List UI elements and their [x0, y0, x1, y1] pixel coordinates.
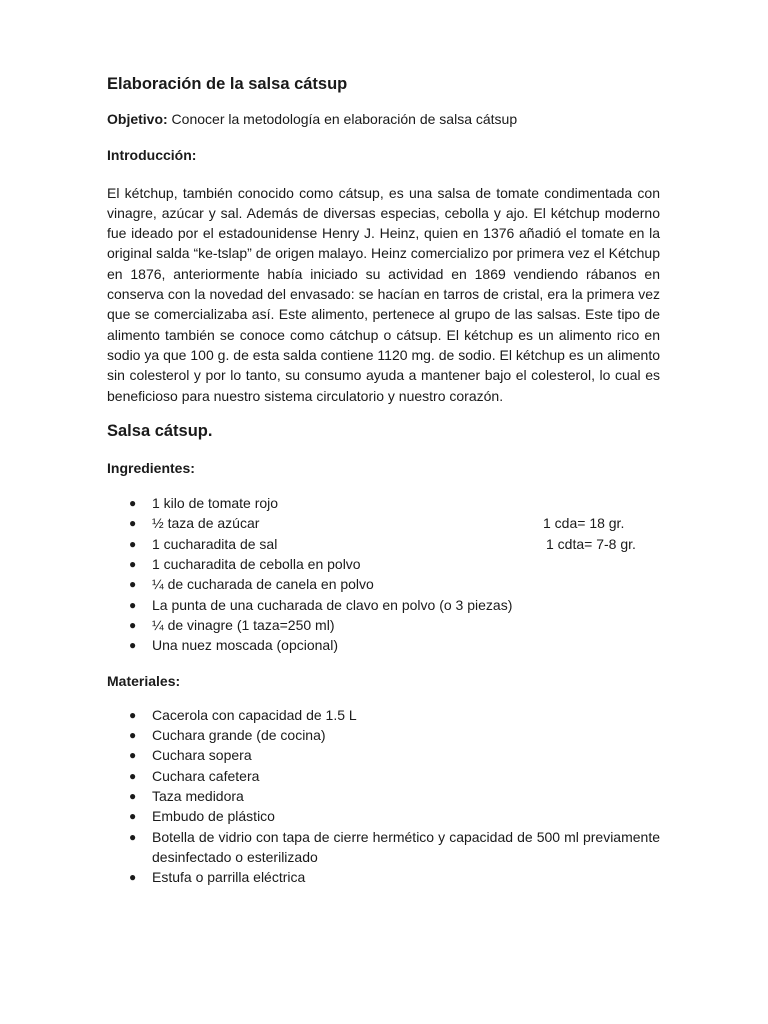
list-item: [107, 867, 660, 887]
bullet-icon: ●: [129, 557, 137, 572]
list-item: [107, 745, 660, 765]
bullet-icon: ●: [129, 870, 137, 885]
document-title: Elaboración de la salsa cátsup: [107, 75, 348, 93]
objective-text: Conocer la metodología en elaboración de salsa cátsup: [167, 111, 518, 127]
ingredient-text: 1 cucharadita de sal: [152, 535, 278, 552]
bullet-icon: ●: [129, 789, 137, 804]
material-text: Embudo de plástico: [152, 808, 275, 825]
bullet-icon: ●: [129, 728, 137, 743]
recipe-title: Salsa cátsup.: [107, 421, 213, 440]
list-item: [107, 705, 660, 725]
material-text: Taza medidora: [152, 788, 244, 805]
bullet-icon: ●: [129, 829, 137, 844]
ingredient-text: 1 kilo de tomate rojo: [152, 495, 279, 512]
bullet-icon: ●: [129, 597, 137, 612]
material-text: Botella de vidrio con tapa de cierre hermético y capacidad de 500 ml previamente desinfectado o esterilizado: [152, 828, 660, 865]
document-content: [107, 73, 660, 888]
ingredient-note: 1 cdta= 7-8 gr.: [546, 535, 636, 552]
materials-heading: Materiales:: [107, 672, 181, 689]
ingredient-text: Una nuez moscada (opcional): [152, 637, 338, 654]
bullet-icon: ●: [129, 496, 137, 511]
objective-label: Objetivo:: [107, 111, 168, 127]
list-item: [107, 786, 660, 806]
intro-paragraph: El kétchup, también conocido como cátsup, es una salsa de tomate condimentada con vinagre, azúcar y sal. Además de diversas especias, cebolla y ajo. El kétchup moderno fue ideado por el estadounidense Henry J. Heinz, quien en 1376 añadió el tomate en la original salda “ke-tslap” de origen malayo. Heinz comercializo por primera vez el Kétchup en 1876, anteriormente había iniciado su actividad en 1869 vendiendo rábanos en conserva con la novedad del envasado: se hacían en tarros de cristal, era la primera vez que se comercializaba así. Este alimento, pertenece al grupo de las salsas. Este tipo de alimento también se conoce como cátchup o cátsup. El kétchup es un alimento rico en sodio ya que 100 g. de esta salda contiene 1120 mg. de sodio. El kétchup es un alimento sin colesterol y por lo tanto, su consumo ayuda a mantener bajo el colesterol, lo cual es beneficioso para nuestro sistema circulatorio y nuestro corazón.: [107, 184, 660, 404]
list-item: [107, 827, 660, 868]
material-text: Cuchara cafetera: [152, 767, 260, 784]
objective-line: [107, 109, 660, 129]
list-item: [107, 534, 660, 554]
ingredients-list: [107, 493, 660, 655]
list-item: [107, 766, 660, 786]
ingredient-note: 1 cda= 18 gr.: [543, 515, 625, 532]
list-item: [107, 493, 660, 513]
ingredient-text: 1 cucharadita de cebolla en polvo: [152, 556, 361, 573]
ingredient-text: ¼ de cucharada de canela en polvo: [152, 576, 374, 593]
list-item: [107, 595, 660, 615]
material-text: Cuchara grande (de cocina): [152, 727, 326, 744]
list-item: [107, 615, 660, 635]
bullet-icon: ●: [129, 748, 137, 763]
ingredient-text: La punta de una cucharada de clavo en polvo (o 3 piezas): [152, 596, 513, 613]
bullet-icon: ●: [129, 536, 137, 551]
bullet-icon: ●: [129, 577, 137, 592]
list-item: [107, 554, 660, 574]
materials-list: [107, 705, 660, 888]
intro-heading: Introducción:: [107, 147, 197, 164]
list-item: [107, 574, 660, 594]
list-item: [107, 725, 660, 745]
ingredient-text: ¼ de vinagre (1 taza=250 ml): [152, 616, 335, 633]
bullet-icon: ●: [129, 707, 137, 722]
bullet-icon: ●: [129, 617, 137, 632]
list-item: [107, 806, 660, 826]
material-text: Estufa o parrilla eléctrica: [152, 869, 306, 886]
bullet-icon: ●: [129, 768, 137, 783]
bullet-icon: ●: [129, 516, 137, 531]
ingredient-text: ½ taza de azúcar: [152, 515, 260, 532]
ingredients-heading: Ingredientes:: [107, 459, 195, 476]
list-item: [107, 635, 660, 655]
material-text: Cuchara sopera: [152, 747, 252, 764]
bullet-icon: ●: [129, 809, 137, 824]
list-item: [107, 513, 660, 533]
material-text: Cacerola con capacidad de 1.5 L: [152, 706, 357, 723]
bullet-icon: ●: [129, 638, 137, 653]
